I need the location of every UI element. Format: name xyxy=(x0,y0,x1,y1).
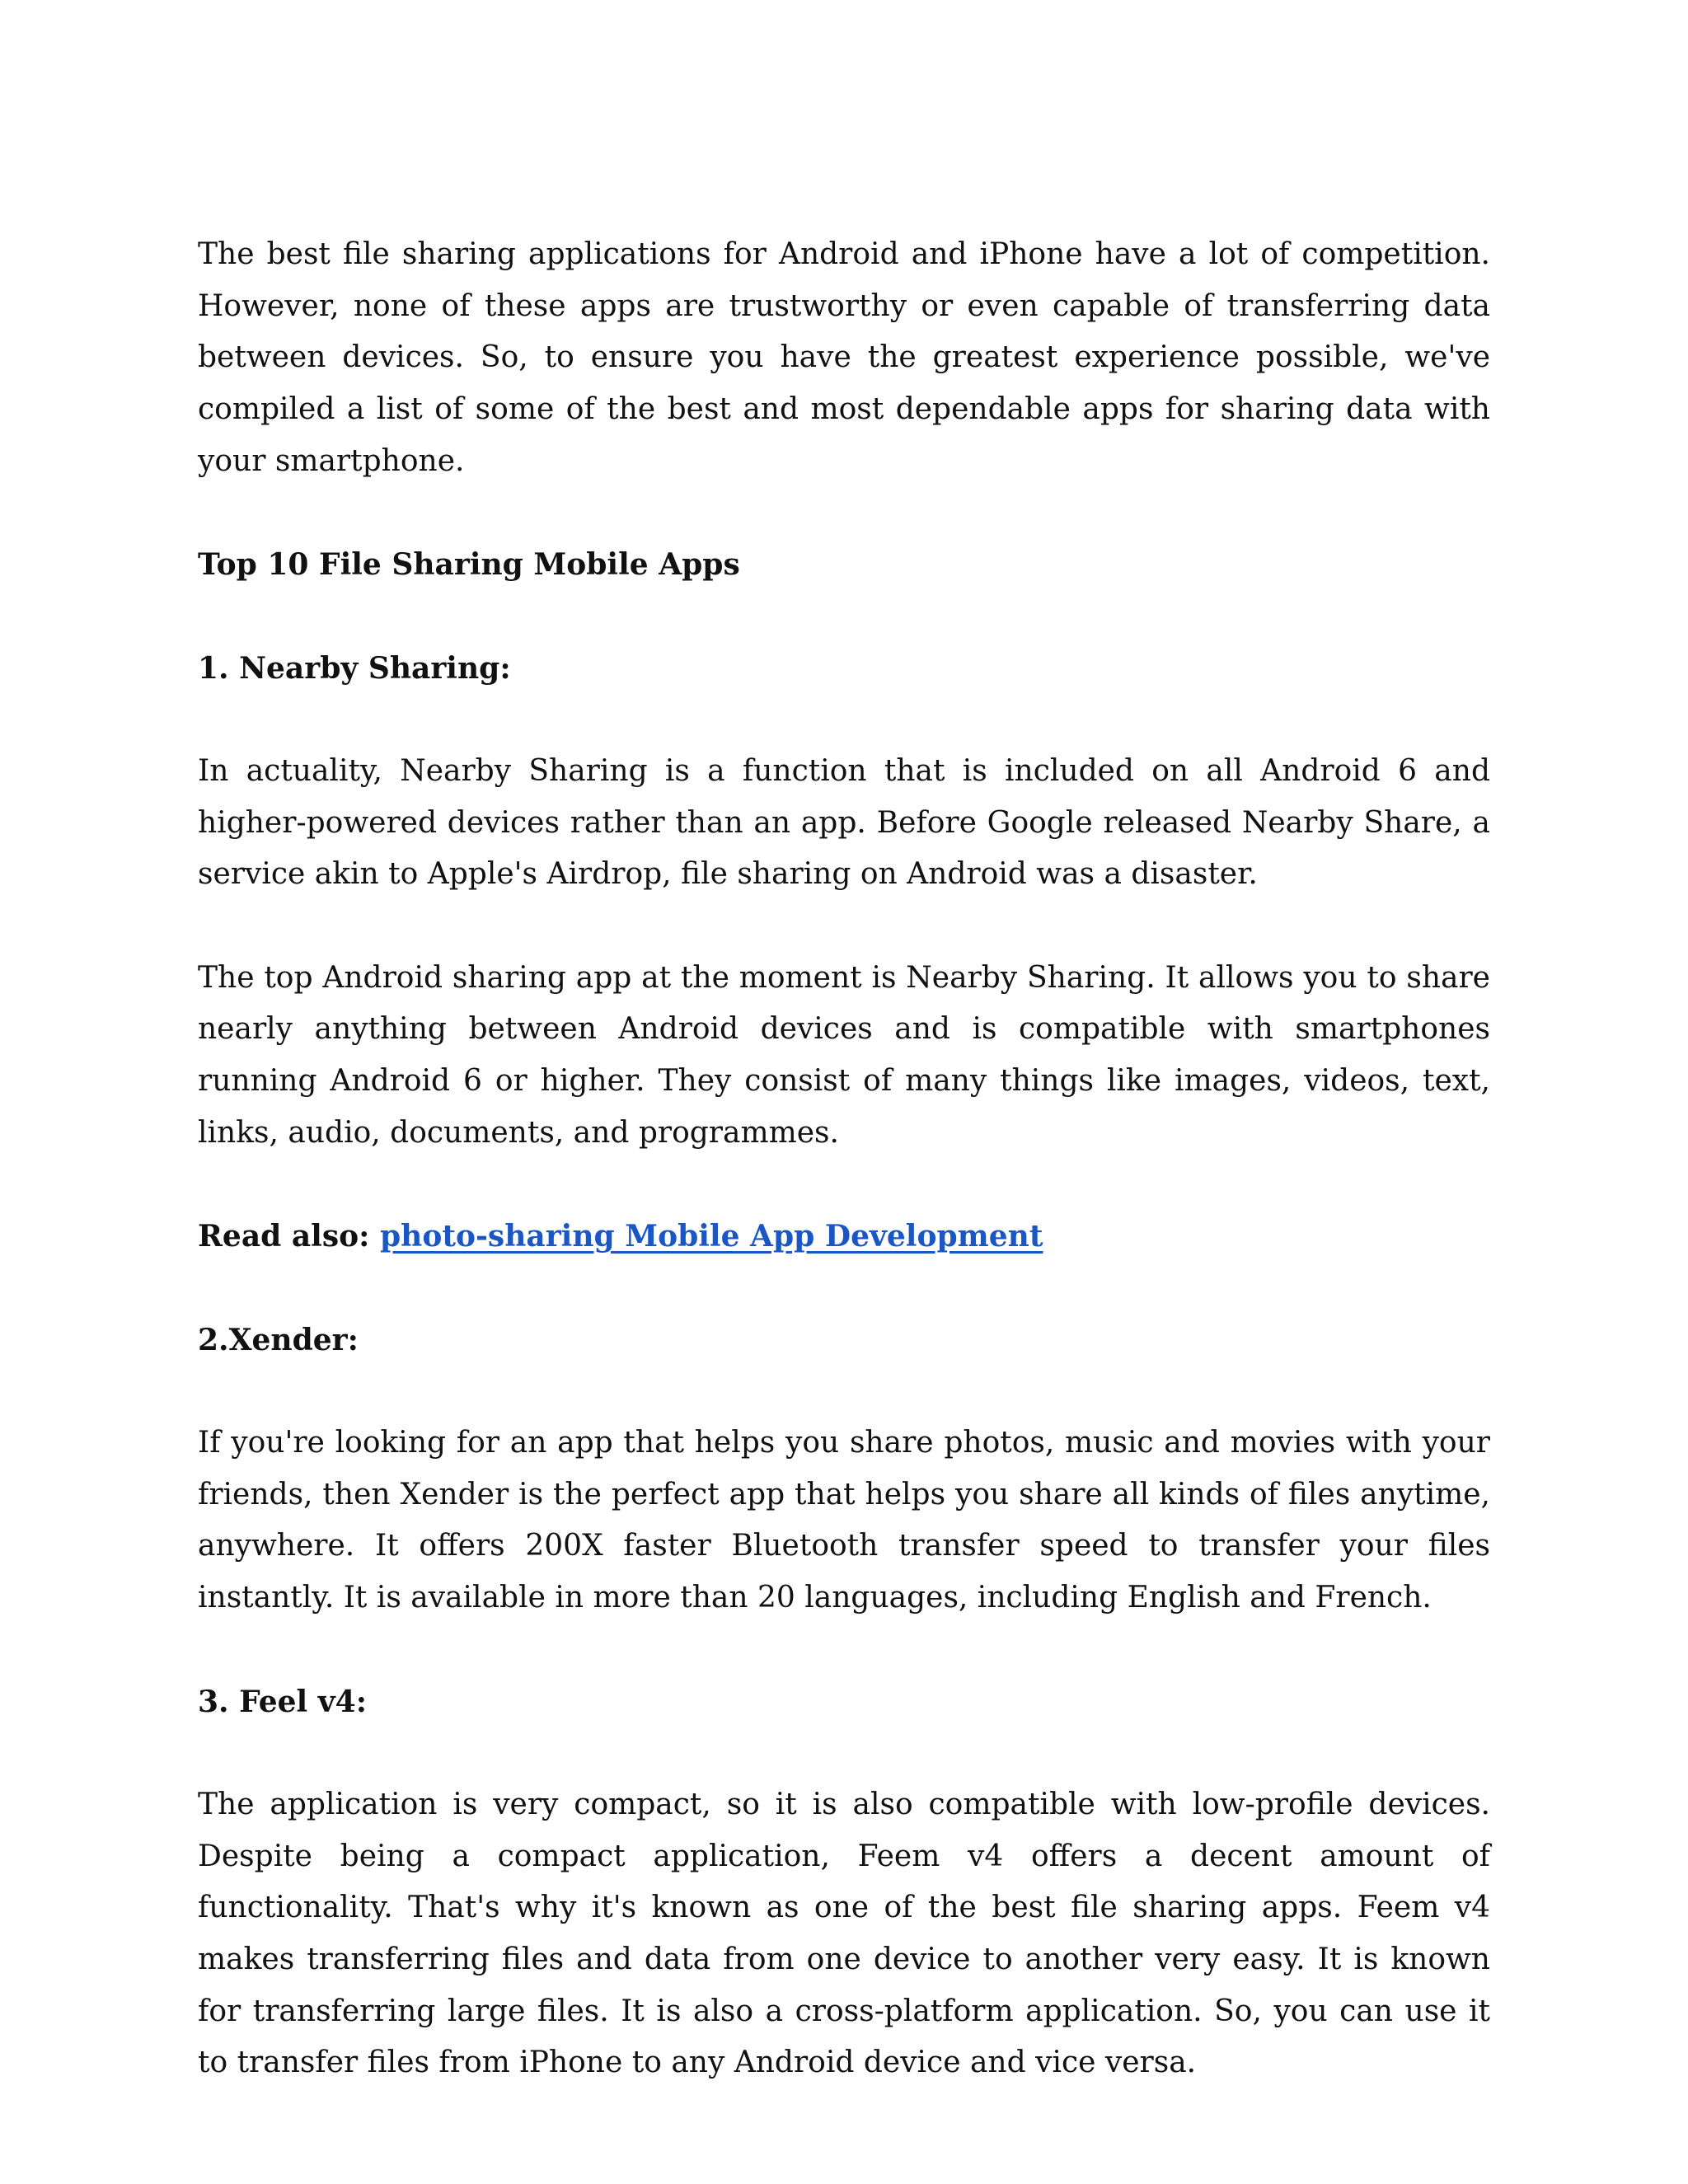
spacer xyxy=(198,488,1490,540)
spacer xyxy=(198,1727,1490,1779)
spacer xyxy=(198,694,1490,746)
main-heading: Top 10 File Sharing Mobile Apps xyxy=(198,547,740,583)
document-body xyxy=(198,229,1490,2089)
nearby-sharing-paragraph-1: In actuality, Nearby Sharing is a function that is included on all Android 6 and higher-powered devices rather than an app. Before Google released Nearby Share, a service akin to Apple's Airdrop, file sharing on Android was a disaster. xyxy=(198,753,1490,892)
spacer xyxy=(198,591,1490,643)
read-also-line xyxy=(198,1211,1490,1263)
spacer xyxy=(198,1366,1490,1418)
read-also-label: Read also: xyxy=(198,1219,370,1254)
nearby-sharing-heading: 1. Nearby Sharing: xyxy=(198,650,511,686)
feem-heading: 3. Feel v4: xyxy=(198,1684,367,1719)
nearby-sharing-paragraph-2: The top Android sharing app at the moment is Nearby Sharing. It allows you to share nearly anything between Android devices and is compatible with smartphones running Android 6 or higher. They consist of many things like images, videos, text, links, audio, documents, and programmes. xyxy=(198,960,1490,1150)
spacer xyxy=(198,1160,1490,1212)
spacer xyxy=(198,1263,1490,1315)
xender-paragraph: If you're looking for an app that helps you share photos, music and movies with your friends, then Xender is the perfect app that helps you share all kinds of files anytime, anywhere. It offers 200X faster Bluetooth transfer speed to transfer your files instantly. It is available in more than 20 languages, including English and French. xyxy=(198,1426,1490,1615)
spacer xyxy=(198,1624,1490,1676)
feem-paragraph: The application is very compact, so it is also compatible with low-profile devices. Despite being a compact application, Feem v4 offers a decent amount of functionality. That's why it's known as one of the best file sharing apps. Feem v4 makes transferring files and data from one device to another very easy. It is known for transferring large files. It is also a cross-platform application. So, you can use it to transfer files from iPhone to any Android device and vice versa. xyxy=(198,1787,1490,2080)
intro-paragraph: The best file sharing applications for Android and iPhone have a lot of competition. However, none of these apps are trustworthy or even capable of transferring data between devices. So, to ensure you have the greatest experience possible, we've compiled a list of some of the best and most dependable apps for sharing data with your smartphone. xyxy=(198,237,1490,478)
photo-sharing-link[interactable]: photo-sharing Mobile App Development xyxy=(379,1219,1043,1254)
spacer xyxy=(198,901,1490,953)
xender-heading: 2.Xender: xyxy=(198,1322,359,1357)
